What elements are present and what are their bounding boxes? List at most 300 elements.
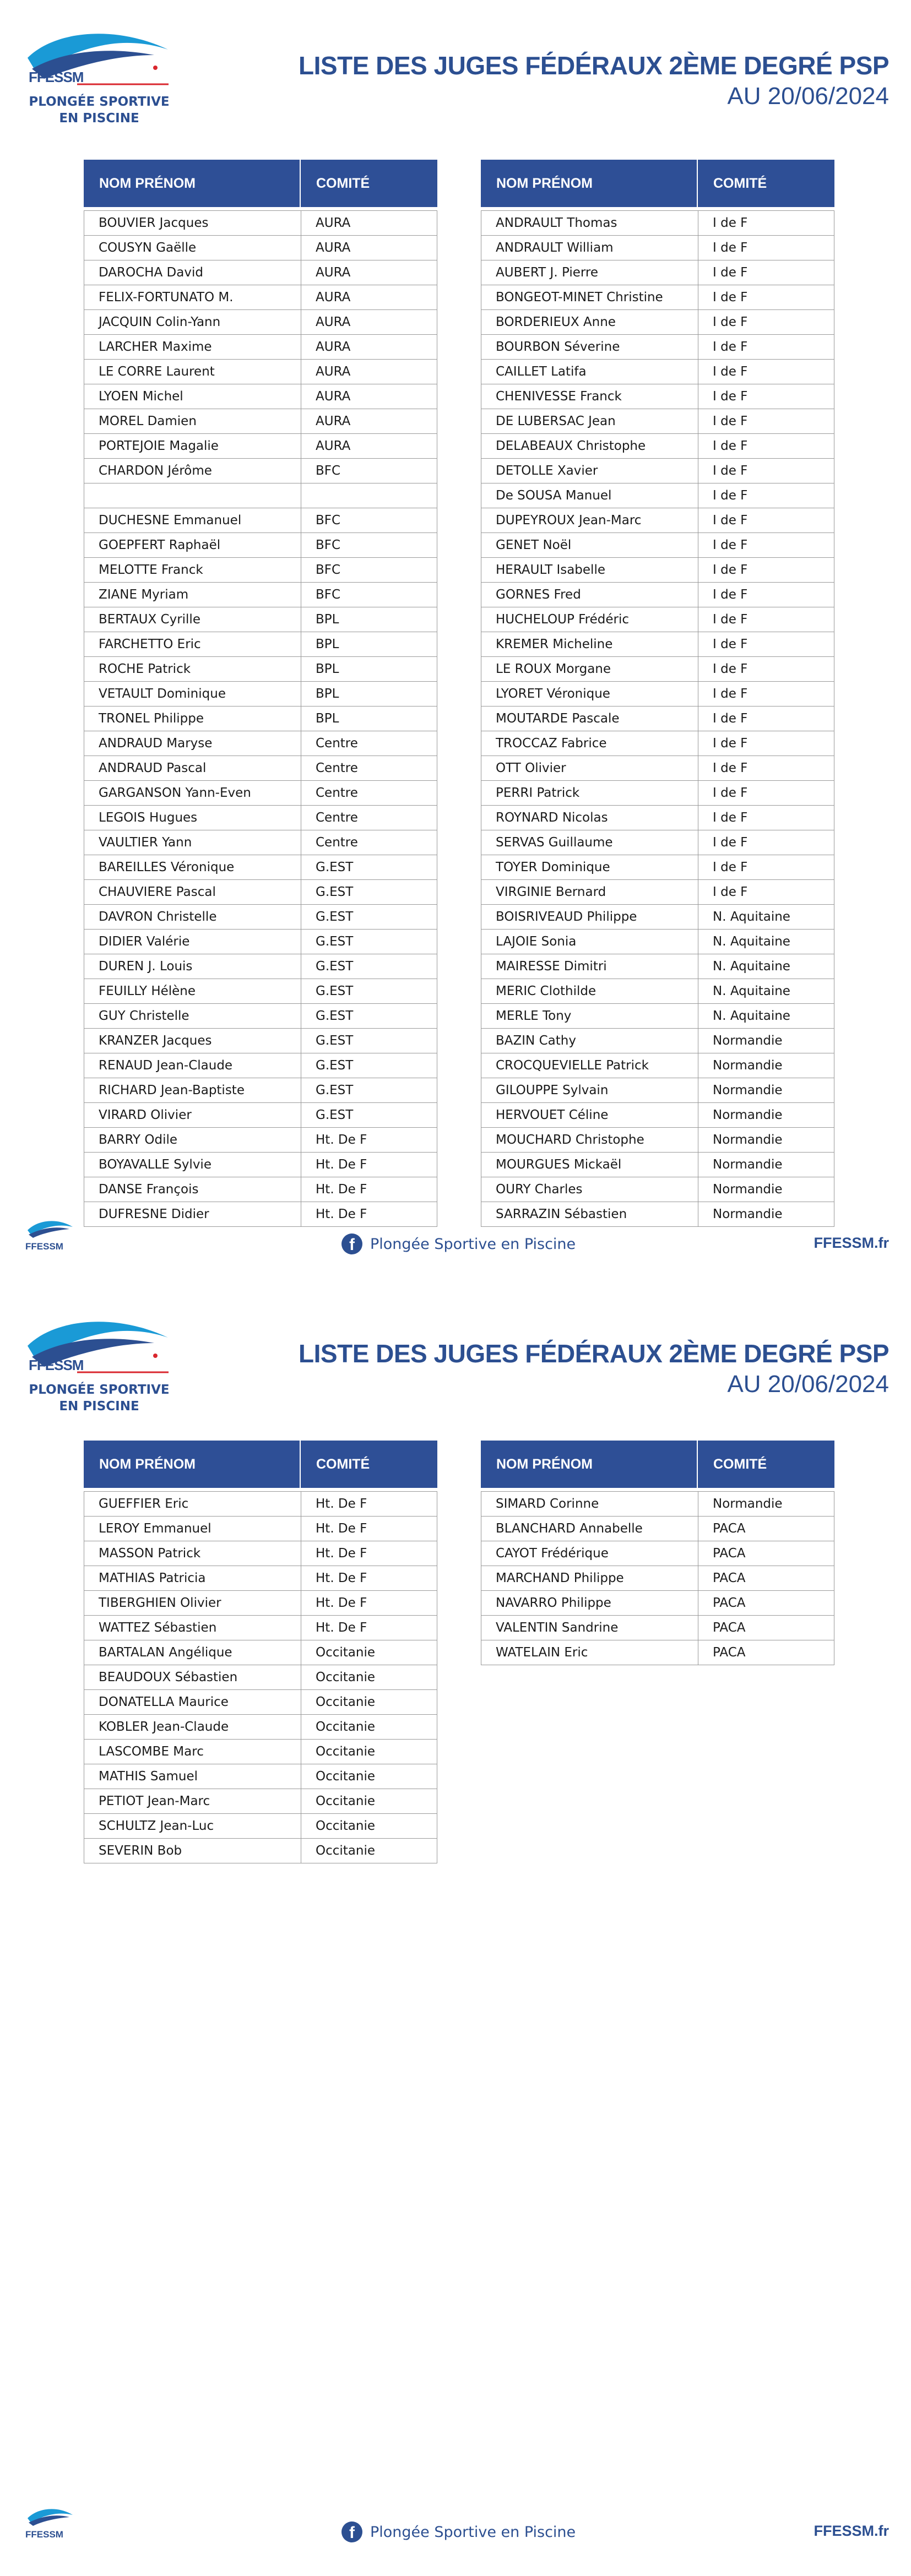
judge-name: WATTEZ Sébastien [84,1616,301,1640]
page-2 [0,1288,911,2576]
judge-committee: BFC [316,563,341,577]
table-row [84,1789,437,1814]
judge-name: GENET Noël [481,533,698,557]
table-row [481,1591,834,1616]
judge-name: MAIRESSE Dimitri [481,954,698,979]
table-body [481,1491,834,1665]
judge-committee: AURA [316,315,351,329]
table-row [481,979,834,1004]
judge-committee: I de F [713,736,748,751]
logo-brand-text: FFESSM [29,1357,84,1373]
table-row [481,558,834,583]
page-title: LISTE DES JUGES FÉDÉRAUX 2ÈME DEGRÉ PSP [299,1339,889,1368]
table-row [84,905,437,930]
judge-name [84,483,301,508]
table-row [84,756,437,781]
judge-committee: G.EST [316,910,354,924]
header-committee: COMITÉ [713,1456,767,1472]
table-row [84,1764,437,1789]
judge-committee: Normandie [713,1133,783,1147]
judge-committee: I de F [713,662,748,676]
table-header [481,160,834,207]
footer-social-label: Plongée Sportive en Piscine [370,1235,576,1253]
judge-committee: I de F [713,464,748,478]
judge-committee: Centre [316,835,358,850]
judge-name: CROCQUEVIELLE Patrick [481,1053,698,1078]
judge-committee: G.EST [316,1083,354,1097]
table-row [481,434,834,459]
table-row [481,1103,834,1128]
table-row [481,260,834,285]
judge-name: VETAULT Dominique [84,682,301,706]
judge-name: LYOEN Michel [84,384,301,409]
judge-committee: BFC [316,464,341,478]
table-row [481,830,834,855]
judge-committee: BPL [316,637,339,651]
judge-committee: I de F [713,860,748,874]
judge-name: HUCHELOUP Frédéric [481,607,698,632]
table-row [84,459,437,483]
table-row [481,905,834,930]
table-row [84,1029,437,1053]
judge-name: HERVOUET Céline [481,1103,698,1127]
judge-name: LASCOMBE Marc [84,1740,301,1764]
judge-committee: Normandie [713,1157,783,1172]
table-row [84,508,437,533]
judge-name: DUPEYROUX Jean-Marc [481,508,698,532]
judge-name: VAULTIER Yann [84,830,301,855]
table-row [481,1029,834,1053]
judge-name: LE ROUX Morgane [481,657,698,681]
judge-committee: Centre [316,736,358,751]
judge-committee: PACA [713,1571,746,1585]
judge-name: RICHARD Jean-Baptiste [84,1078,301,1102]
judge-name: KRANZER Jacques [84,1029,301,1053]
logo-subtitle [22,94,176,127]
table-row [84,285,437,310]
judge-name: CHAUVIERE Pascal [84,880,301,904]
judge-name: WATELAIN Eric [481,1640,698,1665]
judge-name: BEAUDOUX Sébastien [84,1665,301,1689]
judge-committee: Centre [316,761,358,775]
judge-name: MOREL Damien [84,409,301,433]
judge-committee: N. Aquitaine [713,934,790,949]
table-row [481,310,834,335]
judge-committee: Ht. De F [316,1546,367,1561]
judge-committee: Normandie [713,1034,783,1048]
table-row [481,756,834,781]
header-name: NOM PRÉNOM [84,160,301,207]
table-body [84,210,437,1227]
footer-site-link[interactable]: FFESSM.fr [814,2523,889,2539]
table-row [84,558,437,583]
table-row [481,1053,834,1078]
header-committee: COMITÉ [316,175,370,191]
table-row [481,682,834,707]
judge-committee: Ht. De F [316,1157,367,1172]
judge-committee: Occitanie [316,1844,376,1858]
logo-brand-text: FFESSM [29,69,84,85]
judge-name: DANSE François [84,1177,301,1202]
footer-logo [25,1217,75,1256]
judge-committee: Ht. De F [316,1133,367,1147]
table-row [84,806,437,830]
table-row [84,930,437,954]
table-row [481,707,834,731]
header-name: NOM PRÉNOM [481,1441,698,1488]
table-row [84,260,437,285]
judge-name: VALENTIN Sandrine [481,1616,698,1640]
judge-committee: I de F [713,488,748,503]
judge-name: De SOUSA Manuel [481,483,698,508]
table-row [481,607,834,632]
judge-committee: BFC [316,538,341,552]
table-row [84,236,437,260]
judge-name: GORNES Fred [481,583,698,607]
judge-committee: Occitanie [316,1794,376,1808]
judge-name: RENAUD Jean-Claude [84,1053,301,1078]
table-row [481,1004,834,1029]
table-row [84,1740,437,1764]
judge-committee: G.EST [316,959,354,974]
table-row [481,285,834,310]
judge-committee: BPL [316,711,339,726]
table-row [481,781,834,806]
table-row [84,1690,437,1715]
judge-committee: AURA [316,365,351,379]
footer-social-label: Plongée Sportive en Piscine [370,2523,576,2541]
judge-committee: I de F [713,563,748,577]
judge-name: KOBLER Jean-Claude [84,1715,301,1739]
ffessm-logo [22,25,176,135]
judge-name: PETIOT Jean-Marc [84,1789,301,1813]
table-row [84,1839,437,1863]
table-row [84,434,437,459]
judge-name: SIMARD Corinne [481,1492,698,1516]
judge-committee: I de F [713,439,748,453]
judges-table-left [84,1441,437,1863]
judge-name: BONGEOT-MINET Christine [481,285,698,309]
judge-name: CAILLET Latifa [481,360,698,384]
table-row [84,583,437,607]
table-row [481,1153,834,1177]
judge-name: DELABEAUX Christophe [481,434,698,458]
judge-name: SEVERIN Bob [84,1839,301,1863]
judge-committee: I de F [713,885,748,899]
judge-committee: Ht. De F [316,1497,367,1511]
table-row [84,1541,437,1566]
table-row [84,1640,437,1665]
judge-name: BAZIN Cathy [481,1029,698,1053]
judge-committee: I de F [713,687,748,701]
judge-committee: AURA [316,216,351,230]
judge-committee: BPL [316,662,339,676]
judge-name: MELOTTE Franck [84,558,301,582]
judge-name: MARCHAND Philippe [481,1566,698,1590]
table-row [481,1616,834,1640]
table-row [481,384,834,409]
judge-name: LEROY Emmanuel [84,1517,301,1541]
judge-committee: I de F [713,835,748,850]
table-row [84,1053,437,1078]
judge-committee: Ht. De F [316,1207,367,1221]
judge-committee: BPL [316,612,339,627]
judge-committee: Occitanie [316,1769,376,1784]
judge-name: BERTAUX Cyrille [84,607,301,632]
table-row [84,731,437,756]
table-row [481,1566,834,1591]
table-row [84,855,437,880]
wave-logo-icon [25,2505,75,2527]
judge-name: DAVRON Christelle [84,905,301,929]
judge-name: FELIX-FORTUNATO M. [84,285,301,309]
logo-line-2: EN PISCINE [59,111,139,126]
judge-name: ANDRAUD Maryse [84,731,301,756]
table-row [481,1541,834,1566]
judge-committee: G.EST [316,1034,354,1048]
judge-committee: N. Aquitaine [713,910,790,924]
judge-committee: I de F [713,340,748,354]
table-row [84,1517,437,1541]
judge-name: PORTEJOIE Magalie [84,434,301,458]
judge-name: GUY Christelle [84,1004,301,1028]
table-row [84,1153,437,1177]
judge-committee: G.EST [316,1108,354,1122]
judge-name: BOISRIVEAUD Philippe [481,905,698,929]
judge-name: DIDIER Valérie [84,930,301,954]
judge-committee: Normandie [713,1108,783,1122]
table-row [481,954,834,979]
judge-name: MERLE Tony [481,1004,698,1028]
table-row [481,533,834,558]
ffessm-logo [22,1313,176,1423]
table-row [84,483,437,508]
judge-name: DUCHESNE Emmanuel [84,508,301,532]
judge-name: AUBERT J. Pierre [481,260,698,285]
judge-committee: I de F [713,761,748,775]
judge-name: BARTALAN Angélique [84,1640,301,1665]
judge-name: VIRARD Olivier [84,1103,301,1127]
judge-name: TOYER Dominique [481,855,698,879]
facebook-icon: f [341,1233,362,1254]
judge-committee: Normandie [713,1058,783,1073]
table-row [481,508,834,533]
judge-name: OTT Olivier [481,756,698,780]
table-row [481,1078,834,1103]
judge-committee: Normandie [713,1497,783,1511]
judge-committee: AURA [316,241,351,255]
footer-brand: FFESSM [25,1241,63,1252]
page-footer [0,2505,911,2549]
judge-name: MOUTARDE Pascale [481,707,698,731]
footer-social-link[interactable] [341,1233,576,1254]
judge-committee: Ht. De F [316,1621,367,1635]
page-footer [0,1217,911,1261]
judge-committee: I de F [713,216,748,230]
table-row [84,335,437,360]
table-row [84,1591,437,1616]
judge-committee: G.EST [316,934,354,949]
table-row [84,1566,437,1591]
table-row [481,1640,834,1665]
header-name: NOM PRÉNOM [481,160,698,207]
table-row [84,632,437,657]
judge-name: LE CORRE Laurent [84,360,301,384]
table-body [481,210,834,1227]
footer-site-link[interactable]: FFESSM.fr [814,1235,889,1251]
table-row [481,880,834,905]
judge-committee: I de F [713,315,748,329]
table-row [481,632,834,657]
judge-name: LAJOIE Sonia [481,930,698,954]
table-row [84,607,437,632]
table-header [481,1441,834,1488]
judge-committee: I de F [713,711,748,726]
table-row [481,806,834,830]
judge-name: DUFRESNE Didier [84,1202,301,1226]
table-row [481,459,834,483]
judge-committee: Normandie [713,1207,783,1221]
table-row [84,954,437,979]
table-row [481,1492,834,1517]
table-row [84,657,437,682]
table-row [84,409,437,434]
footer-logo [25,2505,75,2544]
judge-committee: I de F [713,241,748,255]
judge-committee: I de F [713,811,748,825]
judge-committee: Normandie [713,1083,783,1097]
judge-committee: I de F [713,389,748,404]
table-row [84,1103,437,1128]
judge-committee: AURA [316,340,351,354]
table-row [84,211,437,236]
judges-table-right [481,1441,834,1665]
judge-name: DETOLLE Xavier [481,459,698,483]
judge-committee: PACA [713,1596,746,1610]
table-row [84,707,437,731]
judge-name: ROYNARD Nicolas [481,806,698,830]
judge-committee: AURA [316,439,351,453]
judge-name: MASSON Patrick [84,1541,301,1566]
judge-name: MOURGUES Mickaël [481,1153,698,1177]
judge-name: BARRY Odile [84,1128,301,1152]
judge-name: MOUCHARD Christophe [481,1128,698,1152]
judge-name: SERVAS Guillaume [481,830,698,855]
judge-committee: G.EST [316,1058,354,1073]
table-row [84,979,437,1004]
judge-name: VIRGINIE Bernard [481,880,698,904]
judge-name: HERAULT Isabelle [481,558,698,582]
table-row [84,1128,437,1153]
judge-committee: AURA [316,389,351,404]
judge-name: GILOUPPE Sylvain [481,1078,698,1102]
judge-committee: Occitanie [316,1645,376,1660]
judge-committee: I de F [713,588,748,602]
footer-brand: FFESSM [25,2529,63,2540]
judge-committee: Occitanie [316,1819,376,1833]
page-subtitle-date: AU 20/06/2024 [727,1371,889,1398]
judge-committee: I de F [713,786,748,800]
table-row [84,533,437,558]
judge-committee: Centre [316,786,358,800]
facebook-icon: f [341,2521,362,2542]
judge-name: ANDRAUD Pascal [84,756,301,780]
table-row [84,310,437,335]
judge-committee: N. Aquitaine [713,1009,790,1023]
judge-name: LARCHER Maxime [84,335,301,359]
judge-name: LYORET Véronique [481,682,698,706]
judge-name: KREMER Micheline [481,632,698,656]
table-row [481,731,834,756]
judge-committee: Ht. De F [316,1571,367,1585]
table-row [481,1128,834,1153]
header-committee: COMITÉ [316,1456,370,1472]
judge-name: LEGOIS Hugues [84,806,301,830]
judge-committee: N. Aquitaine [713,984,790,998]
judge-committee: I de F [713,290,748,305]
table-row [481,483,834,508]
judge-committee: G.EST [316,1009,354,1023]
judge-committee: I de F [713,637,748,651]
logo-line-1: PLONGÉE SPORTIVE [29,95,170,109]
judge-name: OURY Charles [481,1177,698,1202]
judge-name: JACQUIN Colin-Yann [84,310,301,334]
judge-committee: G.EST [316,860,354,874]
table-row [481,236,834,260]
judge-name: BOUVIER Jacques [84,211,301,235]
judge-committee: AURA [316,290,351,305]
judge-committee: PACA [713,1621,746,1635]
judge-name: ZIANE Myriam [84,583,301,607]
judge-committee: Ht. De F [316,1596,367,1610]
judge-committee: Normandie [713,1182,783,1197]
wave-logo-icon [25,1217,75,1239]
judge-committee: Ht. De F [316,1182,367,1197]
judge-name: FEUILLY Hélène [84,979,301,1003]
judge-name: COUSYN Gaëlle [84,236,301,260]
table-row [481,211,834,236]
judge-name: DONATELLA Maurice [84,1690,301,1714]
judge-name: FARCHETTO Eric [84,632,301,656]
page-title: LISTE DES JUGES FÉDÉRAUX 2ÈME DEGRÉ PSP [299,51,889,80]
judge-name: BOYAVALLE Sylvie [84,1153,301,1177]
judge-committee: BFC [316,588,341,602]
table-row [84,1616,437,1640]
table-row [481,657,834,682]
judge-name: ROCHE Patrick [84,657,301,681]
judge-committee: N. Aquitaine [713,959,790,974]
table-row [481,855,834,880]
judge-name: DAROCHA David [84,260,301,285]
footer-social-link[interactable] [341,2521,576,2542]
judge-committee: PACA [713,1546,746,1561]
judge-name: TIBERGHIEN Olivier [84,1591,301,1615]
judge-committee: I de F [713,538,748,552]
judge-name: CAYOT Frédérique [481,1541,698,1566]
judge-name: MATHIS Samuel [84,1764,301,1789]
table-row [84,830,437,855]
judge-name: SARRAZIN Sébastien [481,1202,698,1226]
table-row [84,1004,437,1029]
table-row [481,583,834,607]
judge-name: TROCCAZ Fabrice [481,731,698,756]
table-row [84,384,437,409]
judge-name: GARGANSON Yann-Even [84,781,301,805]
judge-name: MATHIAS Patricia [84,1566,301,1590]
judge-name: ANDRAULT Thomas [481,211,698,235]
table-row [84,1814,437,1839]
judge-name: GUEFFIER Eric [84,1492,301,1516]
